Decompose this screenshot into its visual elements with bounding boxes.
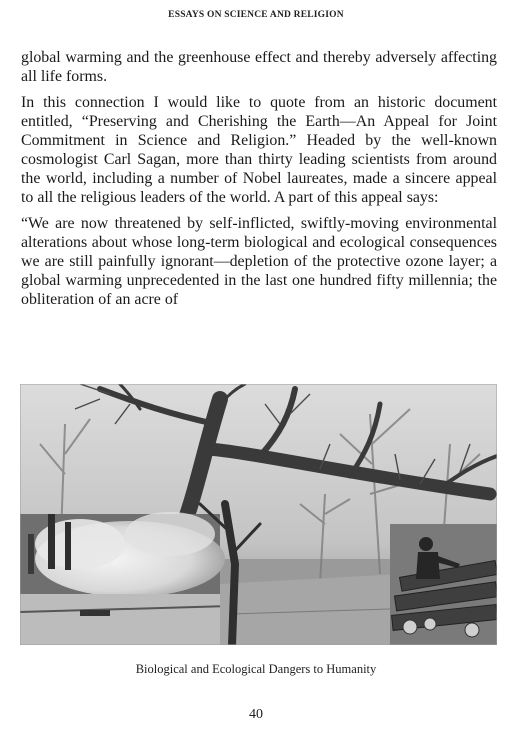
body-text bbox=[21, 48, 497, 316]
page-number: 40 bbox=[249, 707, 263, 722]
collage-photo bbox=[20, 384, 497, 645]
paragraph-3-quote: “We are now threatened by self-inflicted, swiftly-moving environmental alterations about whose long-term biological and ecological consequences we are still painfully ignorant—depletion of the protective ozone layer; a global warming unprecedented in the last one hundred fifty millennia; the obliteration of an acre of bbox=[21, 215, 497, 308]
paragraph-1: global warming and the greenhouse effect and thereby adversely affecting all life forms. bbox=[21, 49, 497, 85]
figure-caption: Biological and Ecological Dangers to Humanity bbox=[135, 662, 377, 676]
running-head: ESSAYS ON SCIENCE AND RELIGION bbox=[168, 10, 344, 20]
paragraph-2: In this connection I would like to quote from an historic document entitled, “Preserving and Cherishing the Earth—An Appeal for Joint Commitment in Science and Religion.” Headed by the well-known cosmologist Carl Sagan, more than thirty leading scientists from around the world, including a number of Nobel laureates, made a sincere appeal to all the religious leaders of the world. A part of this appeal says: bbox=[21, 94, 497, 206]
